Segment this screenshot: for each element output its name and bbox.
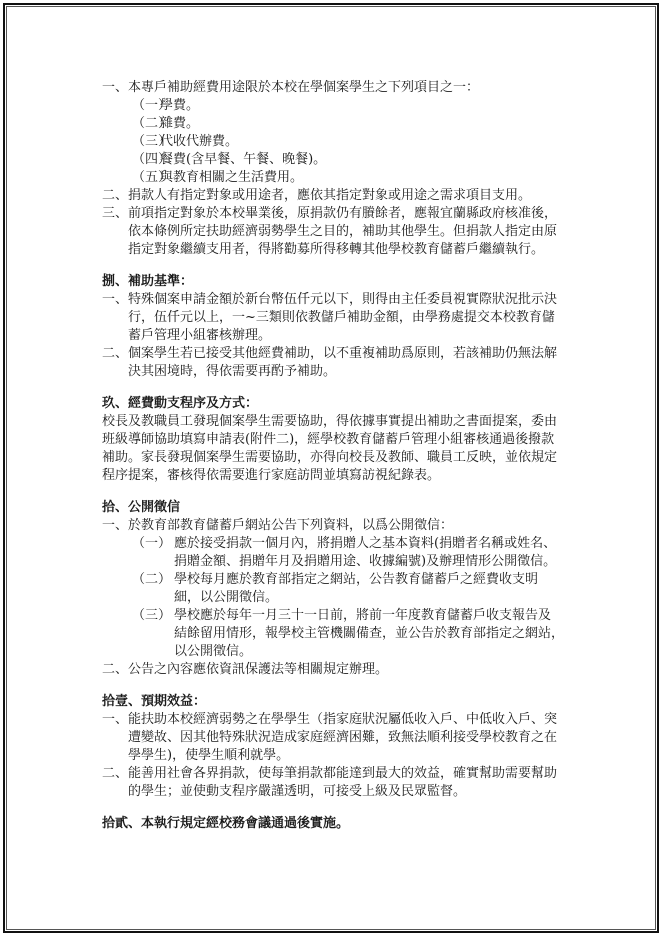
list-item: 二、 公告之內容應依資訊保護法等相關規定辦理。 xyxy=(102,662,389,677)
paragraph: 校長及教職員工發現個案學生需要協助，得依據事實提出補助之書面提案，委由 班級導師協助填寫申請表(附件二)，經學校教育儲蓄戶管理小組審核通過後撥款 補助。家長發現個案學生需要協助，亦得向校長及教師、職員工反映，並依規定 程序提案，審核得依需要進行家庭訪問並填寫訪視紀錄表。 xyxy=(102,414,558,483)
list-item: 一、 特殊個案申請金額於新台幣伍仟元以下，則得由主任委員視實際狀況批示決 行，伍仟元以上，一~三類則依教儲戶補助金額，由學務處提交本校教育儲 蓄戶管理小組審核辦理。 xyxy=(102,292,558,343)
list-item: 二、 個案學生若已接受其他經費補助，以不重複補助爲原則，若該補助仍無法解 決其困境時，得依需要再酌予補助。 xyxy=(102,346,558,379)
sub-list-item: （一） 應於接受捐款一個月內，將捐贈人之基本資料(捐贈者名稱或姓名、 捐贈金額、捐贈年月及捐贈用途、收據編號)及辦理情形公開徵信。 xyxy=(132,536,557,569)
sub-list-item: （四） 餐費(含早餐、午餐、晚餐)。 xyxy=(132,152,327,167)
sub-list-item: （三） 學校應於每年一月三十一日前，將前一年度教育儲蓄戶收支報告及 結餘留用情形，報學校主管機關備查，並公告於教育部指定之網站， 以公開徵信。 xyxy=(132,608,565,659)
sub-list-item: （二） 雜費。 xyxy=(132,116,200,131)
document-body xyxy=(102,79,580,833)
section-heading: 拾貳、本執行規定經校務會議通過後實施。 xyxy=(102,816,350,831)
list-item: 三、 前項指定對象於本校畢業後，原捐款仍有賸餘者，應報宜蘭縣政府核准後， 依本條例所定扶助經濟弱勢學生之目的，補助其他學生。但捐款人指定由原 指定對象繼續支用者，得將勸募所得移轉其他學校教育儲蓄戶繼續執行。 xyxy=(102,206,558,257)
sub-list-item: （二） 學校每月應於教育部指定之網站，公告教育儲蓄戶之經費收支明 細，以公開徵信。 xyxy=(132,572,539,605)
list-item: 一、 本專戶補助經費用途限於本校在學個案學生之下列項目之一： xyxy=(102,80,480,95)
section-heading: 拾壹、預期效益： xyxy=(102,694,207,709)
sub-list-item: （五） 與教育相關之生活費用。 xyxy=(132,170,304,185)
sub-list-item: （三） 代收代辦費。 xyxy=(132,134,239,149)
sub-list-item: （一） 學費。 xyxy=(132,98,200,113)
list-item: 二、 捐款人有指定對象或用途者，應依其指定對象或用途之需求項目支用。 xyxy=(102,188,532,203)
section-heading: 玖、經費動支程序及方式： xyxy=(102,396,259,411)
section-heading: 拾、公開徵信 xyxy=(102,500,181,515)
list-item: 一、 能扶助本校經濟弱勢之在學學生（指家庭狀況屬低收入戶、中低收入戶、突 遭變故、因其他特殊狀況造成家庭經濟困難，致無法順利接受學校教育之在 學學生)，使學生順利就學。 xyxy=(102,712,558,763)
list-item: 二、 能善用社會各界捐款，使每筆捐款都能達到最大的效益，確實幫助需要幫助 的學生；並使動支程序嚴謹透明，可接受上級及民眾監督。 xyxy=(102,766,558,799)
list-item: 一、 於教育部教育儲蓄戶網站公告下列資料，以爲公開徵信： xyxy=(102,518,454,533)
section-heading: 捌、補助基準： xyxy=(102,274,194,289)
